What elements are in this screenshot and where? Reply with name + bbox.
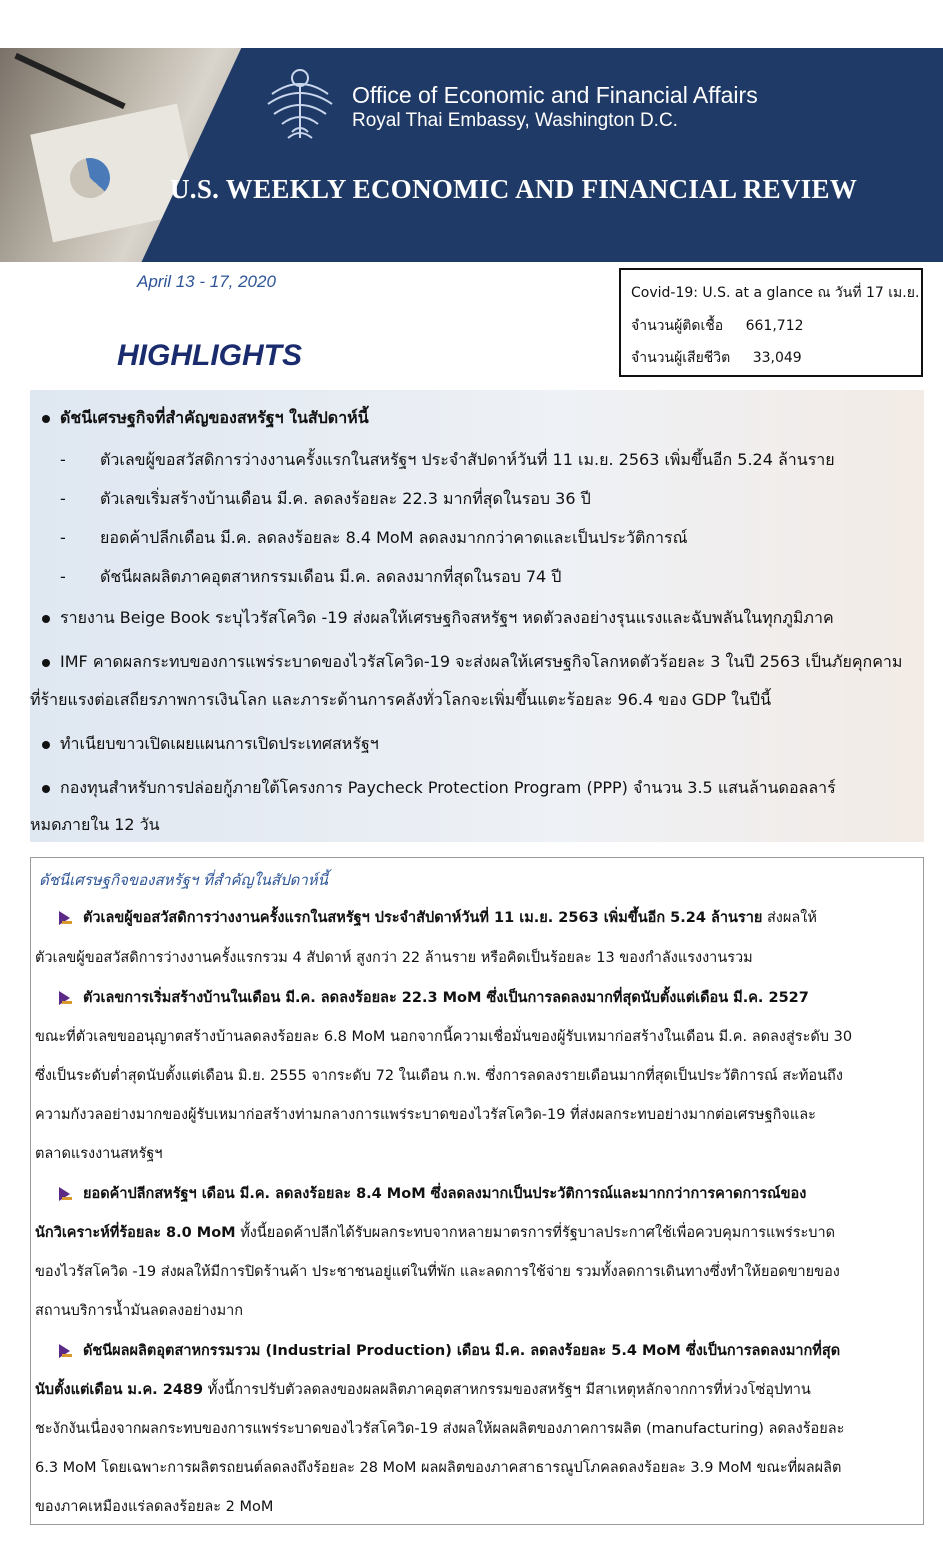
bullet-icon: [42, 785, 50, 793]
paragraph-line: [35, 1378, 811, 1401]
highlights-heading: HIGHLIGHTS: [117, 339, 302, 372]
paragraph-line: ชะงักงันเนื่องจากผลกระทบของการแพร่ระบาดของไวรัสโควิด-19 ส่งผลให้ผลผลิตของภาคการผลิต (manufacturing) ลดลงร้อยละ: [35, 1421, 845, 1437]
highlight-text: ทำเนียบขาวเปิดเผยแผนการเปิดประเทศสหรัฐฯ: [60, 734, 379, 753]
highlight-subitem: - ดัชนีผลผลิตภาคอุตสาหกรรมเดือน มี.ค. ลดลงมากที่สุดในรอบ 74 ปี: [60, 567, 562, 586]
review-title: U.S. WEEKLY ECONOMIC AND FINANCIAL REVIEW: [170, 174, 858, 204]
paragraph-line: [59, 1182, 806, 1205]
paragraph-lead: ตัวเลขการเริ่มสร้างบ้านในเดือน มี.ค. ลดลงร้อยละ 22.3 MoM ซึ่งเป็นการลดลงมากที่สุดนับตั้งแต่เดือน มี.ค. 2527: [83, 990, 809, 1006]
paragraph-line: ตัวเลขผู้ขอสวัสดิการว่างงานครั้งแรกรวม 4 สัปดาห์ สูงกว่า 22 ล้านราย หรือคิดเป็นร้อยละ 13 ของกำลังแรงงานรวม: [35, 950, 753, 966]
deaths-value: 33,049: [752, 350, 802, 366]
detail-title: ดัชนีเศรษฐกิจของสหรัฐฯ ที่สำคัญในสัปดาห์นี้: [39, 871, 328, 889]
paragraph-line: ซึ่งเป็นระดับต่ำสุดนับตั้งแต่เดือน มิ.ย. 2555 จากระดับ 72 ในเดือน ก.พ. ซึ่งการลดลงรายเดือนมากที่สุดเป็นประวัติการณ์ สะท้อนถึง: [35, 1068, 843, 1084]
highlights-panel: [30, 390, 924, 842]
paragraph-line: [35, 1221, 835, 1244]
highlight-subitem: - ยอดค้าปลีกเดือน มี.ค. ลดลงร้อยละ 8.4 MoM ลดลงมากกว่าคาดและเป็นประวัติการณ์: [60, 528, 688, 547]
covid-summary-box: [619, 268, 923, 377]
paragraph-line: 6.3 MoM โดยเฉพาะการผลิตรถยนต์ลดลงถึงร้อยละ 28 MoM ผลผลิตของภาคสาธารณูปโภคลดลงร้อยละ 3.9 MoM ขณะที่ผลผลิต: [35, 1460, 842, 1476]
highlight-subtext: ดัชนีผลผลิตภาคอุตสาหกรรมเดือน มี.ค. ลดลงมากที่สุดในรอบ 74 ปี: [100, 567, 562, 586]
header-banner: [0, 48, 943, 262]
highlight-subtext: ยอดค้าปลีกเดือน มี.ค. ลดลงร้อยละ 8.4 MoM ลดลงมากกว่าคาดและเป็นประวัติการณ์: [100, 528, 688, 547]
arrow-bullet-icon: [59, 1187, 73, 1201]
paragraph-lead: ยอดค้าปลีกสหรัฐฯ เดือน มี.ค. ลดลงร้อยละ 8.4 MoM ซึ่งลดลงมากเป็นประวัติการณ์และมากกว่าการคาดการณ์ของ: [83, 1186, 807, 1202]
highlight-subtext: ตัวเลขผู้ขอสวัสดิการว่างงานครั้งแรกในสหรัฐฯ ประจำสัปดาห์วันที่ 11 เม.ย. 2563 เพิ่มขึ้นอีก 5.24 ล้านราย: [100, 450, 835, 469]
paragraph-line: [59, 1339, 840, 1362]
detail-section: [30, 857, 924, 1525]
highlight-item: [42, 406, 369, 431]
bullet-icon: [42, 659, 50, 667]
arrow-bullet-icon: [59, 1344, 73, 1358]
paragraph-line: ของไวรัสโควิด -19 ส่งผลให้มีการปิดร้านค้า ประชาชนอยู่แต่ในที่พัก และลดการใช้จ่าย รวมทั้งลดการเดินทางซึ่งทำให้ยอดขายของ: [35, 1264, 840, 1280]
bullet-icon: [42, 741, 50, 749]
paragraph-line: ตลาดแรงงานสหรัฐฯ: [35, 1146, 163, 1162]
arrow-bullet-icon: [59, 991, 73, 1005]
highlight-subitem: - ตัวเลขเริ่มสร้างบ้านเดือน มี.ค. ลดลงร้อยละ 22.3 มากที่สุดในรอบ 36 ปี: [60, 489, 591, 508]
paragraph-text: ทั้งนี้การปรับตัวลดลงของผลผลิตภาคอุตสาหกรรมของสหรัฐฯ มีสาเหตุหลักจากการที่ห่วงโซ่อุปทาน: [203, 1382, 811, 1398]
paragraph-line: ความกังวลอย่างมากของผู้รับเหมาก่อสร้างท่ามกลางการแพร่ระบาดของไวรัสโควิด-19 ที่ส่งผลกระทบอย่างมากต่อเศรษฐกิจและ: [35, 1107, 816, 1123]
photo-pen: [14, 53, 125, 109]
paragraph-text: ส่งผลให้: [762, 910, 817, 926]
paragraph-line: สถานบริการน้ำมันลดลงอย่างมาก: [35, 1303, 244, 1319]
highlight-text: IMF คาดผลกระทบของการแพร่ระบาดของไวรัสโควิด-19 จะส่งผลให้เศรษฐกิจโลกหดตัวร้อยละ 3 ในปี 2563 เป็นภัยคุกคาม: [60, 652, 903, 671]
deaths-label: จำนวนผู้เสียชีวิต: [631, 350, 731, 366]
highlight-item: [42, 606, 834, 631]
cases-value: 661,712: [745, 318, 804, 334]
paragraph-lead: นับตั้งแต่เดือน ม.ค. 2489: [35, 1382, 204, 1398]
highlight-subtext: ตัวเลขเริ่มสร้างบ้านเดือน มี.ค. ลดลงร้อยละ 22.3 มากที่สุดในรอบ 36 ปี: [100, 489, 591, 508]
highlight-continuation: หมดภายใน 12 วัน: [30, 815, 160, 834]
report-date: April 13 - 17, 2020: [137, 272, 276, 291]
paragraph-line: [59, 906, 817, 929]
highlight-item: [42, 776, 836, 801]
bullet-icon: [42, 415, 50, 423]
highlight-subitem: - ตัวเลขผู้ขอสวัสดิการว่างงานครั้งแรกในสหรัฐฯ ประจำสัปดาห์วันที่ 11 เม.ย. 2563 เพิ่มขึ้นอีก 5.24 ล้านราย: [60, 450, 835, 469]
highlight-text: รายงาน Beige Book ระบุไวรัสโควิด -19 ส่งผลให้เศรษฐกิจสหรัฐฯ หดตัวลงอย่างรุนแรงและฉับพลันในทุกภูมิภาค: [60, 608, 834, 627]
highlight-continuation: ที่ร้ายแรงต่อเสถียรภาพการเงินโลก และภาระด้านการคลังทั่วโลกจะเพิ่มขึ้นแตะร้อยละ 96.4 ของ GDP ในปีนี้: [30, 690, 772, 709]
covid-title: Covid-19: U.S. at a glance ณ วันที่ 17 เม.ย.: [631, 285, 920, 301]
office-name: Office of Economic and Financial Affairs: [352, 82, 758, 108]
office-subtitle: Royal Thai Embassy, Washington D.C.: [352, 110, 678, 131]
paragraph-text: ทั้งนี้ยอดค้าปลีกได้รับผลกระทบจากหลายมาตรการที่รัฐบาลประกาศใช้เพื่อควบคุมการแพร่ระบาด: [235, 1225, 836, 1241]
paragraph-lead: นักวิเคราะห์ที่ร้อยละ 8.0 MoM: [35, 1225, 236, 1241]
paragraph-line: [59, 986, 809, 1009]
cases-label: จำนวนผู้ติดเชื้อ: [631, 318, 724, 334]
covid-deaths-row: [631, 347, 802, 369]
bullet-icon: [42, 615, 50, 623]
paragraph-line: ขณะที่ตัวเลขขออนุญาตสร้างบ้านลดลงร้อยละ 6.8 MoM นอกจากนี้ความเชื่อมั่นของผู้รับเหมาก่อสร้างในเดือน มี.ค. ลดลงสู่ระดับ 30: [35, 1029, 853, 1045]
highlight-item: [42, 732, 379, 757]
paragraph-lead: ดัชนีผลผลิตอุตสาหกรรมรวม (Industrial Production) เดือน มี.ค. ลดลงร้อยละ 5.4 MoM ซึ่งเป็นการลดลงมากที่สุด: [83, 1343, 841, 1359]
paragraph-lead: ตัวเลขผู้ขอสวัสดิการว่างงานครั้งแรกในสหรัฐฯ ประจำสัปดาห์วันที่ 11 เม.ย. 2563 เพิ่มขึ้นอีก 5.24 ล้านราย: [83, 910, 763, 926]
highlight-text: กองทุนสำหรับการปล่อยกู้ภายใต้โครงการ Paycheck Protection Program (PPP) จำนวน 3.5 แสนล้านดอลลาร์: [60, 778, 836, 797]
arrow-bullet-icon: [59, 911, 73, 925]
highlight-item: [42, 650, 902, 675]
paragraph-line: ของภาคเหมืองแร่ลดลงร้อยละ 2 MoM: [35, 1499, 274, 1515]
garuda-emblem-icon: [262, 64, 338, 144]
covid-cases-row: [631, 315, 804, 337]
highlight-text: ดัชนีเศรษฐกิจที่สำคัญของสหรัฐฯ ในสัปดาห์นี้: [60, 408, 369, 427]
